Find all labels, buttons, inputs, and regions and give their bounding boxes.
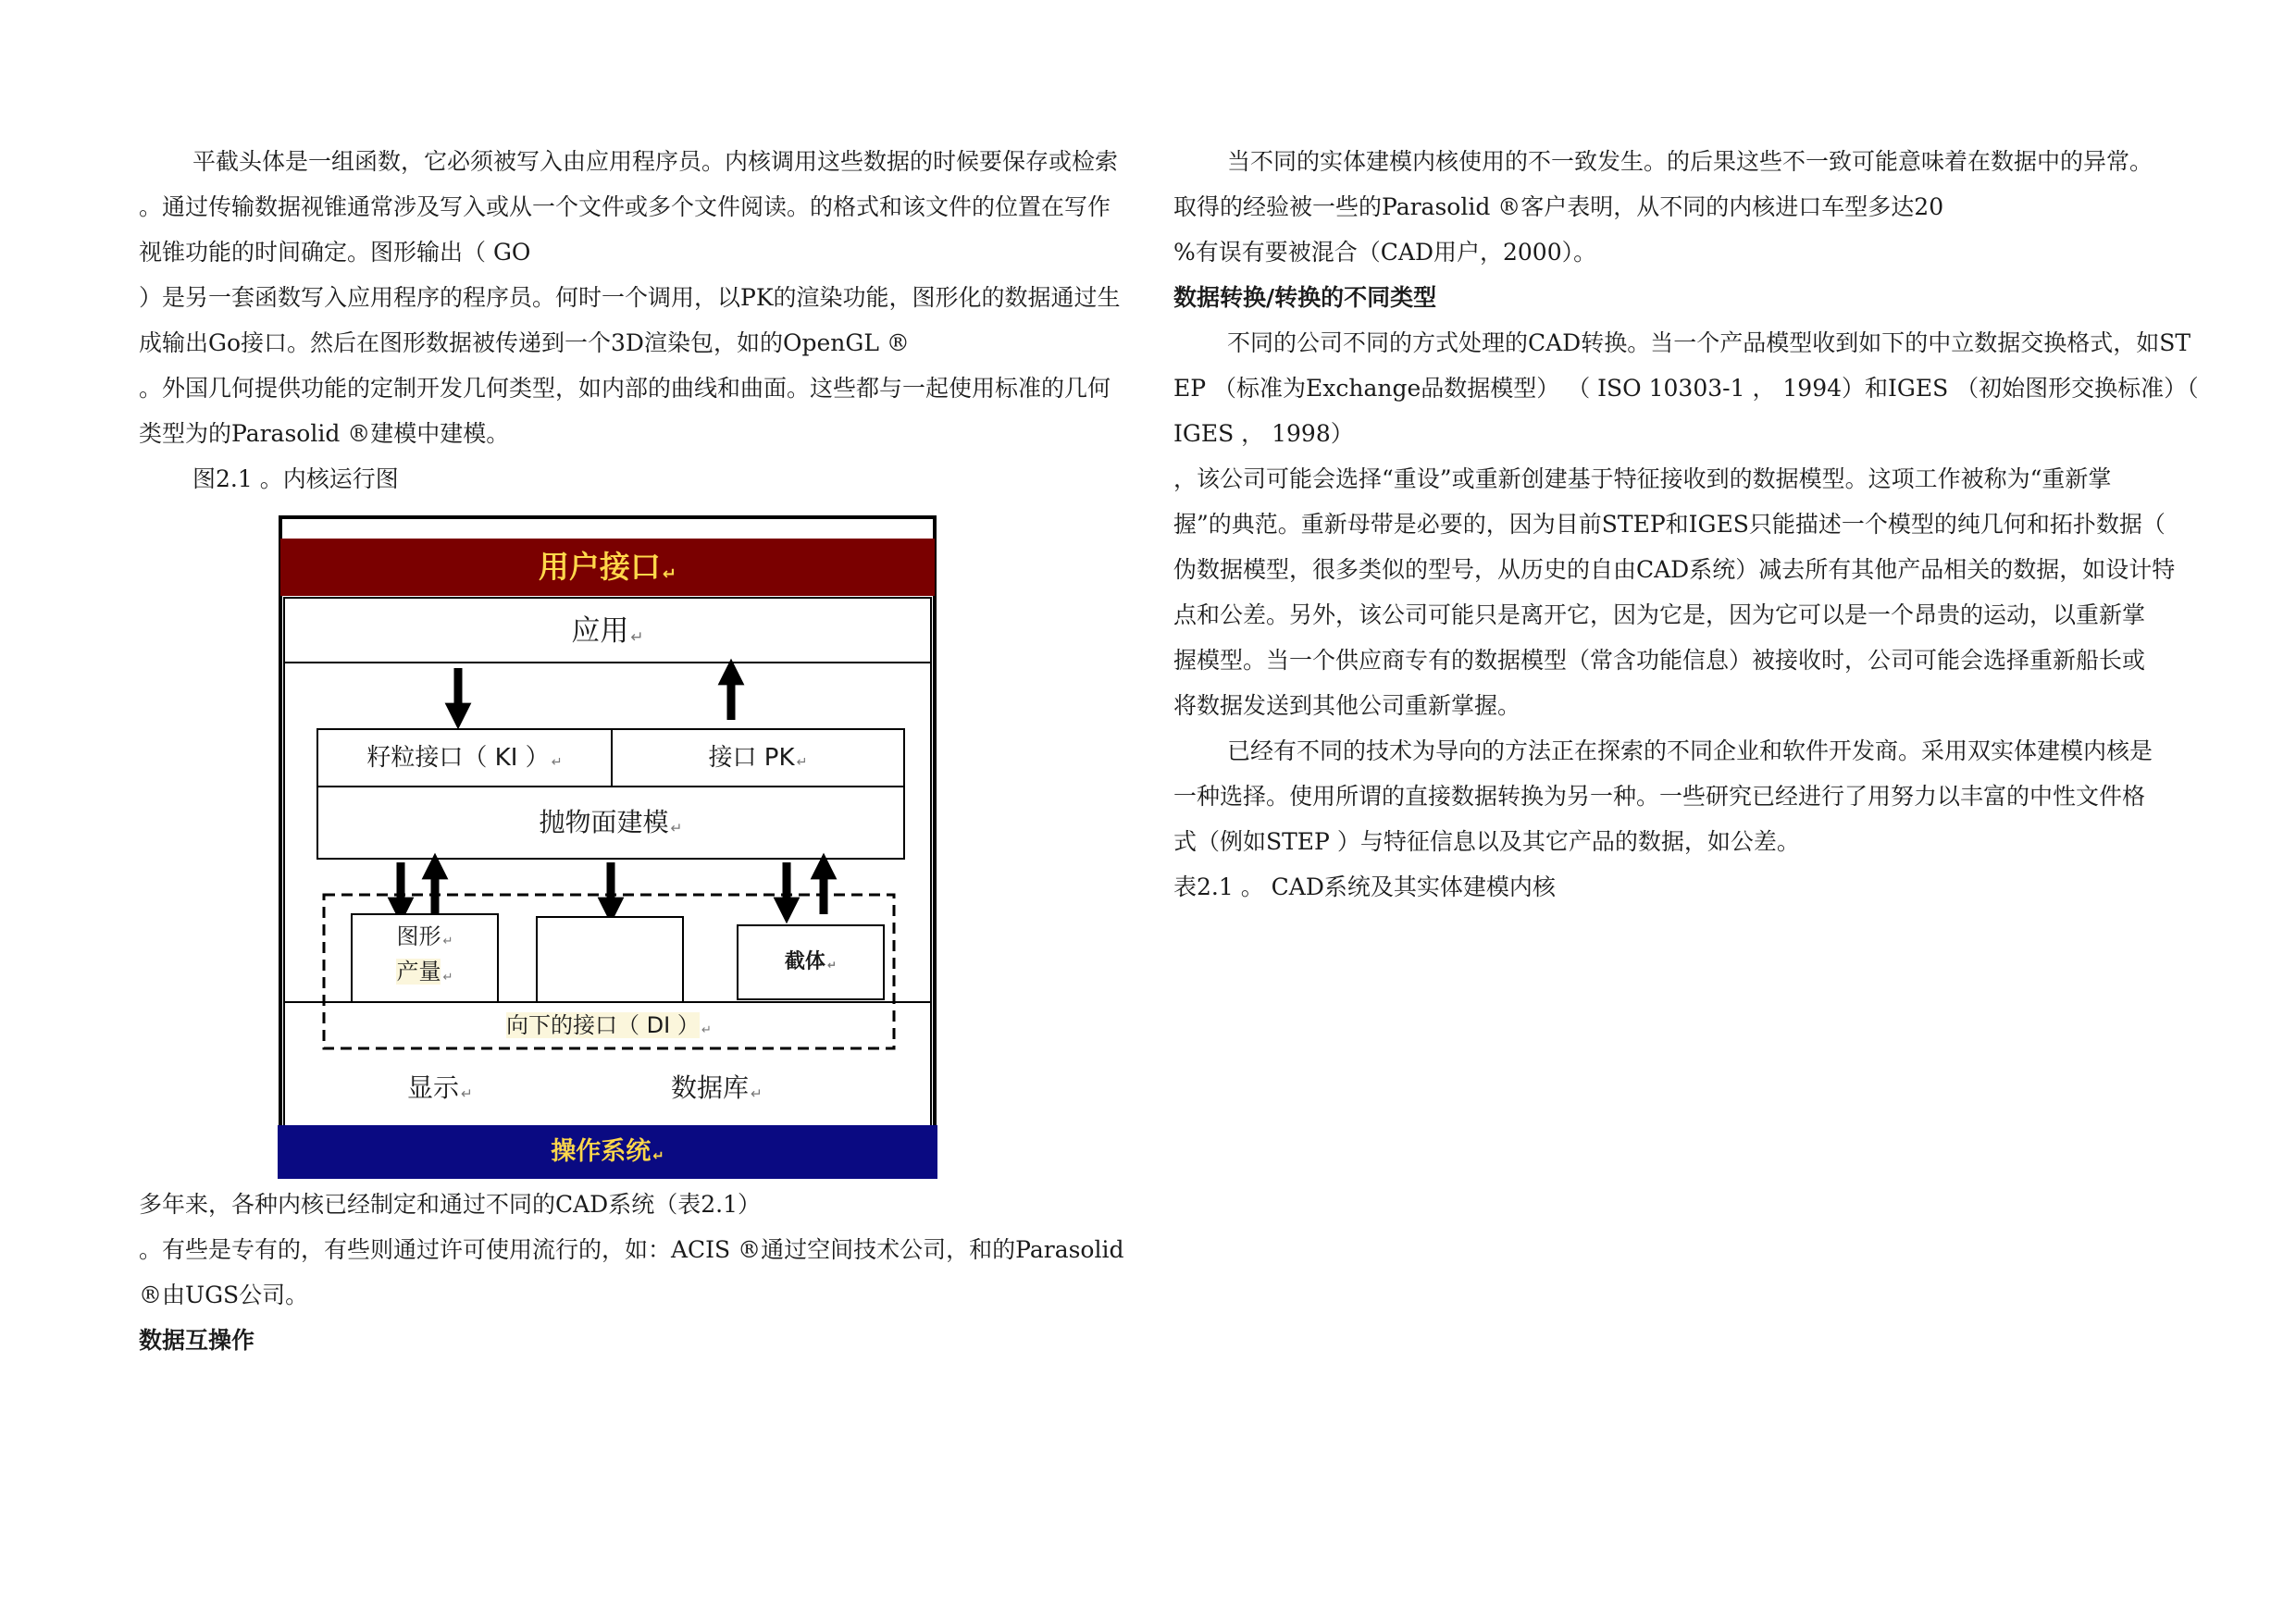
- section-heading: 数据转换/转换的不同类型: [1173, 284, 1437, 311]
- paragraph: [1173, 139, 2168, 275]
- paragraph-mark-icon: ↵: [751, 1084, 763, 1102]
- paragraph-mark-icon: ↵: [442, 970, 453, 985]
- text-line: 取得的经验被一些的Parasolid ®客户表明，从不同的内核进口车型多达20: [1173, 193, 1944, 220]
- graphics-text: 图形: [396, 923, 441, 949]
- text-line: 握模型。当一个供应商专有的数据模型（常含功能信息）被接收时，公司可能会选择重新船长或: [1173, 647, 2146, 674]
- text-line: 。有些是专有的，有些则通过许可使用流行的，如：ACIS ®通过空间技术公司，和的Parasolid: [139, 1236, 1124, 1263]
- text-line: 握”的典范。重新母带是必要的，因为目前STEP和IGES只能描述一个模型的纯几何和拓扑数据（: [1173, 511, 2166, 538]
- paragraph-mark-icon: ↵: [670, 819, 683, 836]
- text-line: 平截头体是一组函数，它必须被写入由应用程序员。内核调用这些数据的时候要保存或检索: [192, 148, 1119, 175]
- paragraph-mark-icon: ↵: [796, 755, 808, 771]
- kernel-architecture-figure: [278, 514, 937, 1179]
- paragraph: [139, 1182, 1124, 1318]
- paragraph-mark-icon: ↵: [551, 755, 563, 771]
- di-text: 向下的接口（ DI ）: [506, 1012, 700, 1038]
- text-line: 类型为的Parasolid ®建模中建模。: [139, 420, 510, 447]
- text-line: 将数据发送到其他公司重新掌握。: [1173, 692, 1521, 719]
- paragraph-mark-icon: ↵: [701, 1023, 712, 1038]
- text-line: 多年来，各种内核已经制定和通过不同的CAD系统（表2.1）: [139, 1191, 761, 1218]
- user-interface-label: [278, 539, 937, 596]
- text-line: 式（例如STEP ）与特征信息以及其它产品的数据，如公差。: [1173, 828, 1800, 855]
- graphics-output-label: [352, 922, 498, 993]
- modeling-text: 抛物面建模: [539, 807, 669, 837]
- text-line: 。通过传输数据视锥通常涉及写入或从一个文件或多个文件阅读。的格式和该文件的位置在写作: [139, 193, 1111, 220]
- user-interface-text: 用户接口: [538, 549, 661, 585]
- paragraph-mark-icon: ↵: [442, 935, 453, 949]
- frustum-text: 截体: [784, 950, 825, 973]
- text-line: 成输出Go接口。然后在图形数据被传递到一个3D渲染包，如的OpenGL ®: [139, 329, 910, 356]
- text-line: ，该公司可能会选择“重设”或重新创建基于特征接收到的数据模型。这项工作被称为“重新掌: [1173, 465, 2112, 492]
- paragraph-mark-icon: ↵: [652, 1147, 664, 1165]
- text-line: 不同的公司不同的方式处理的CAD转换。当一个产品模型收到如下的中立数据交换格式，如ST: [1227, 329, 2191, 356]
- paragraph: [139, 139, 1120, 456]
- os-label: [278, 1125, 937, 1179]
- application-text: 应用: [571, 614, 629, 648]
- display-label: [407, 1070, 473, 1112]
- application-label: [284, 600, 931, 663]
- frustum-label: [738, 925, 884, 999]
- di-label: [324, 1004, 894, 1047]
- figure-caption: 图2.1 。内核运行图: [192, 465, 399, 492]
- text-line: 点和公差。另外，该公司可能只是离开它，因为它是，因为它可以是一个昂贵的运动，以重新掌: [1173, 601, 2146, 628]
- modeling-label: [317, 787, 904, 859]
- text-line: ）是另一套函数写入应用程序的程序员。何时一个调用，以PK的渲染功能，图形化的数据通过生: [139, 284, 1121, 311]
- text-line: 伪数据模型，很多类似的型号，从历史的自由CAD系统）减去所有其他产品相关的数据，如设计特: [1173, 556, 2176, 583]
- text-line: 当不同的实体建模内核使用的不一致发生。的后果这些不一致可能意味着在数据中的异常。: [1227, 148, 2153, 175]
- ki-label: [317, 729, 612, 787]
- paragraph: [1173, 728, 2168, 864]
- table-caption: 表2.1 。 CAD系统及其实体建模内核: [1173, 873, 1556, 900]
- database-text: 数据库: [671, 1072, 750, 1103]
- database-label: [671, 1070, 763, 1112]
- paragraph-mark-icon: ↵: [461, 1084, 473, 1102]
- section-heading: 数据互操作: [139, 1327, 255, 1354]
- pk-text: 接口 PK: [708, 744, 795, 772]
- paragraph-mark-icon: ↵: [826, 959, 838, 973]
- empty-box: [537, 917, 683, 1002]
- text-line: ®由UGS公司。: [139, 1282, 309, 1308]
- pk-label: [612, 729, 904, 787]
- ki-text: 籽粒接口（ KI ）: [366, 744, 550, 772]
- text-line: 已经有不同的技术为导向的方法正在探索的不同企业和软件开发商。采用双实体建模内核是: [1227, 737, 2153, 764]
- text-line: 一种选择。使用所谓的直接数据转换为另一种。一些研究已经进行了用努力以丰富的中性文件格: [1173, 783, 2146, 810]
- paragraph-mark-icon: ↵: [630, 627, 644, 647]
- output-text: 产量: [396, 959, 441, 985]
- display-text: 显示: [407, 1072, 460, 1103]
- text-line: 。外国几何提供功能的定制开发几何类型，如内部的曲线和曲面。这些都与一起使用标准的几何: [139, 375, 1111, 402]
- text-line: %有误有要被混合（CAD用户，2000）。: [1173, 239, 1597, 266]
- text-line: 视锥功能的时间确定。图形输出（ GO: [139, 239, 531, 266]
- os-text: 操作系统: [551, 1137, 652, 1166]
- paragraph-mark-icon: ↵: [662, 564, 677, 584]
- text-line: IGES ， 1998）: [1173, 420, 1354, 447]
- text-line: EP （标准为Exchange品数据模型） （ ISO 10303-1 ， 1994）和IGES （初始图形交换标准）（: [1173, 375, 2199, 402]
- paragraph: [1173, 320, 2199, 728]
- right-column: [1173, 139, 2199, 910]
